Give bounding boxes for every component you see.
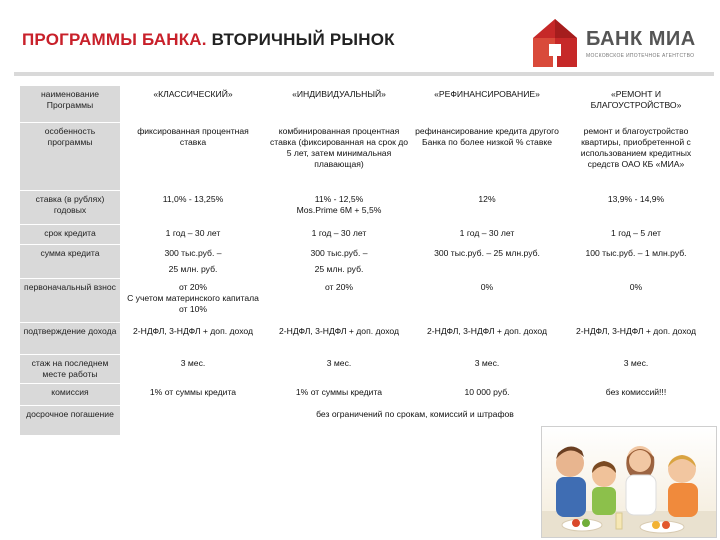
table-cell: фиксированная процентная ставка (120, 122, 266, 190)
table-cell (266, 190, 412, 224)
table-cell: 12% (412, 190, 562, 224)
house-logo-icon (532, 18, 578, 68)
logo-name: БАНК МИА (586, 28, 696, 50)
table-cell: 100 тыс.руб. – 1 млн.руб. (562, 244, 710, 278)
table-cell: 13,9% - 14,9% (562, 190, 710, 224)
table-row-term (20, 224, 710, 244)
table-cell: 2-НДФЛ, 3-НДФЛ + доп. доход (266, 322, 412, 354)
down-payment-value: от 20% (178, 281, 208, 292)
rate-floating: Mos.Prime 6M + 5,5% (296, 204, 382, 215)
row-label: подтверждение дохода (20, 322, 120, 354)
program-name-individual: «ИНДИВИДУАЛЬНЫЙ» (266, 86, 412, 122)
table-cell: 1 год – 30 лет (266, 224, 412, 244)
header-divider (14, 72, 714, 76)
table-cell: без ограничений по срокам, комиссий и штрафов (120, 405, 710, 435)
table-cell (120, 244, 266, 278)
table-row-fee (20, 383, 710, 405)
table-cell: 0% (412, 278, 562, 322)
table-cell: без комиссий!!! (562, 383, 710, 405)
table-cell: комбинированная процентная ставка (фиксированная на срок до 5 лет, затем минимальная плавающая) (266, 122, 412, 190)
program-name-classic: «КЛАССИЧЕСКИЙ» (120, 86, 266, 122)
table-cell: 1% от суммы кредита (266, 383, 412, 405)
amount-max: 25 млн. руб. (314, 263, 364, 274)
table-cell: 2-НДФЛ, 3-НДФЛ + доп. доход (412, 322, 562, 354)
row-label: досрочное погашение (20, 405, 120, 435)
bank-logo (532, 18, 712, 70)
row-label: комиссия (20, 383, 120, 405)
table-cell: 1 год – 30 лет (412, 224, 562, 244)
row-label: особенность программы (20, 122, 120, 190)
table-cell: рефинансирование кредита другого Банка по более низкой % ставке (412, 122, 562, 190)
logo-tagline: МОСКОВСКОЕ ИПОТЕЧНОЕ АГЕНТСТВО (586, 53, 695, 59)
row-label: сумма кредита (20, 244, 120, 278)
table-cell (266, 244, 412, 278)
table-row-rate (20, 190, 710, 224)
row-label: ставка (в рублях) годовых (20, 190, 120, 224)
row-label: первоначальный взнос (20, 278, 120, 322)
rate-range: 11% - 12,5% (314, 193, 364, 204)
table-row-experience (20, 354, 710, 383)
row-label: срок кредита (20, 224, 120, 244)
table-cell: 3 мес. (562, 354, 710, 383)
table-cell: 2-НДФЛ, 3-НДФЛ + доп. доход (120, 322, 266, 354)
table-row-features (20, 122, 710, 190)
table-row-income-proof (20, 322, 710, 354)
amount-min: 300 тыс.руб. – (164, 247, 222, 258)
table-cell: 3 мес. (412, 354, 562, 383)
table-cell: ремонт и благоустройство квартиры, приобретенной с использованием кредитных средств ОАО КБ «МИА» (562, 122, 710, 190)
table-row-amount (20, 244, 710, 278)
table-cell: 11,0% - 13,25% (120, 190, 266, 224)
row-label: наименование Программы (20, 86, 120, 122)
down-payment-note: С учетом материнского капитала от 10% (127, 292, 259, 314)
table-cell: 0% (562, 278, 710, 322)
amount-max: 25 млн. руб. (168, 263, 218, 274)
table-cell: 2-НДФЛ, 3-НДФЛ + доп. доход (562, 322, 710, 354)
program-name-renovation: «РЕМОНТ И БЛАГОУСТРОЙСТВО» (562, 86, 710, 122)
table-cell: 1% от суммы кредита (120, 383, 266, 405)
page-title-main: ВТОРИЧНЫЙ РЫНОК (211, 30, 395, 49)
table-row-down-payment (20, 278, 710, 322)
table-cell (120, 278, 266, 322)
table-cell: 3 мес. (120, 354, 266, 383)
table-cell: 3 мес. (266, 354, 412, 383)
table-cell: 1 год – 30 лет (120, 224, 266, 244)
table-row-program-name (20, 86, 710, 122)
table-cell: 10 000 руб. (412, 383, 562, 405)
table-cell: 300 тыс.руб. – 25 млн.руб. (412, 244, 562, 278)
page-title (22, 30, 395, 50)
amount-min: 300 тыс.руб. – (310, 247, 368, 258)
page-title-accent: ПРОГРАММЫ БАНКА. (22, 30, 207, 49)
row-label: стаж на последнем месте работы (20, 354, 120, 383)
family-illustration (542, 427, 717, 538)
family-photo (541, 426, 717, 538)
table-cell: от 20% (266, 278, 412, 322)
program-name-refinancing: «РЕФИНАНСИРОВАНИЕ» (412, 86, 562, 122)
table-cell: 1 год – 5 лет (562, 224, 710, 244)
programs-table (20, 86, 710, 436)
